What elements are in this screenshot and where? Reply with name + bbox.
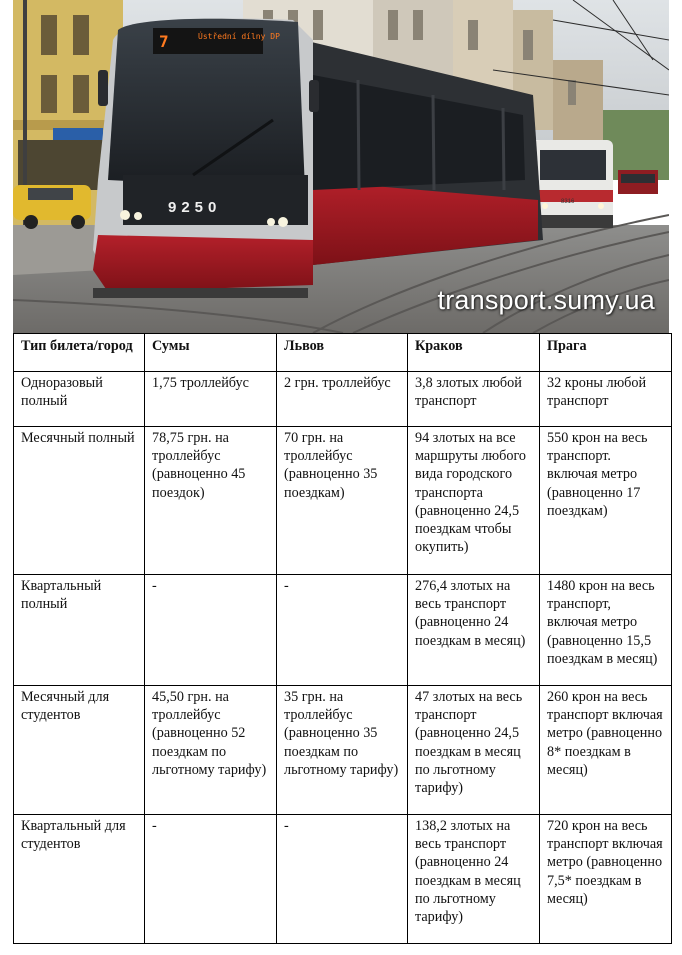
table-row — [14, 575, 672, 686]
table-row — [14, 815, 672, 944]
second-tram-number: 8316 — [561, 199, 575, 205]
table-cell: 45,50 грн. на троллейбус (равноценно 52 поездкам по льготному тарифу) — [145, 686, 277, 815]
tram-route-number: 7 — [159, 32, 169, 51]
row-label: Месячный полный — [14, 427, 145, 575]
table-cell: 35 грн. на троллейбус (равноценно 35 поездкам по льготному тарифу) — [277, 686, 408, 815]
table-cell: 276,4 злотых на весь транспорт (равноценно 24 поездкам в месяц) — [408, 575, 540, 686]
header-lviv: Львов — [277, 334, 408, 372]
fare-table — [13, 333, 672, 944]
second-tram — [533, 140, 613, 228]
tram-photo — [13, 0, 669, 333]
table-cell: 78,75 грн. на троллейбус (равноценно 45 поездок) — [145, 427, 277, 575]
table-cell: 1,75 троллейбус — [145, 372, 277, 427]
tram-destination: Ústřední dílny DP — [198, 32, 280, 41]
row-label: Квартальный для студентов — [14, 815, 145, 944]
table-cell: - — [145, 575, 277, 686]
header-ticket-type: Тип билета/город — [14, 334, 145, 372]
table-cell: - — [145, 815, 277, 944]
table-cell: 32 кроны любой транспорт — [540, 372, 672, 427]
watermark: transport.sumy.ua — [437, 285, 655, 315]
tram-illustration — [13, 0, 669, 333]
table-cell: 70 грн. на троллейбус (равноценно 35 поездкам) — [277, 427, 408, 575]
table-cell: 260 крон на весь транспорт включая метро (равноценно 8* поездкам в месяц) — [540, 686, 672, 815]
table-cell: 94 злотых на все маршруты любого вида городского транспорта (равноценно 24,5 поездкам чтобы окупить) — [408, 427, 540, 575]
header-krakow: Краков — [408, 334, 540, 372]
table-cell: 720 крон на весь транспорт включая метро (равноценно 7,5* поездкам в месяц) — [540, 815, 672, 944]
table-cell: 47 злотых на весь транспорт (равноценно 24,5 поездкам в месяц по льготному тарифу) — [408, 686, 540, 815]
row-label: Месячный для студентов — [14, 686, 145, 815]
table-cell: 1480 крон на весь транспорт, включая метро (равноценно 15,5 поездкам в месяц) — [540, 575, 672, 686]
tram-fleet-number: 9250 — [168, 199, 222, 216]
table-cell: 138,2 злотых на весь транспорт (равноценно 24 поездкам в месяц по льготному тарифу) — [408, 815, 540, 944]
table-cell: - — [277, 575, 408, 686]
table-cell: 2 грн. троллейбус — [277, 372, 408, 427]
table-row — [14, 427, 672, 575]
header-prague: Прага — [540, 334, 672, 372]
table-cell: - — [277, 815, 408, 944]
table-header-row — [14, 334, 672, 372]
header-sumy: Сумы — [145, 334, 277, 372]
row-label: Квартальный полный — [14, 575, 145, 686]
table-row — [14, 372, 672, 427]
table-row — [14, 686, 672, 815]
row-label: Одноразовый полный — [14, 372, 145, 427]
table-cell: 550 крон на весь транспорт. включая метро (равноценно 17 поездкам) — [540, 427, 672, 575]
table-cell: 3,8 злотых любой транспорт — [408, 372, 540, 427]
